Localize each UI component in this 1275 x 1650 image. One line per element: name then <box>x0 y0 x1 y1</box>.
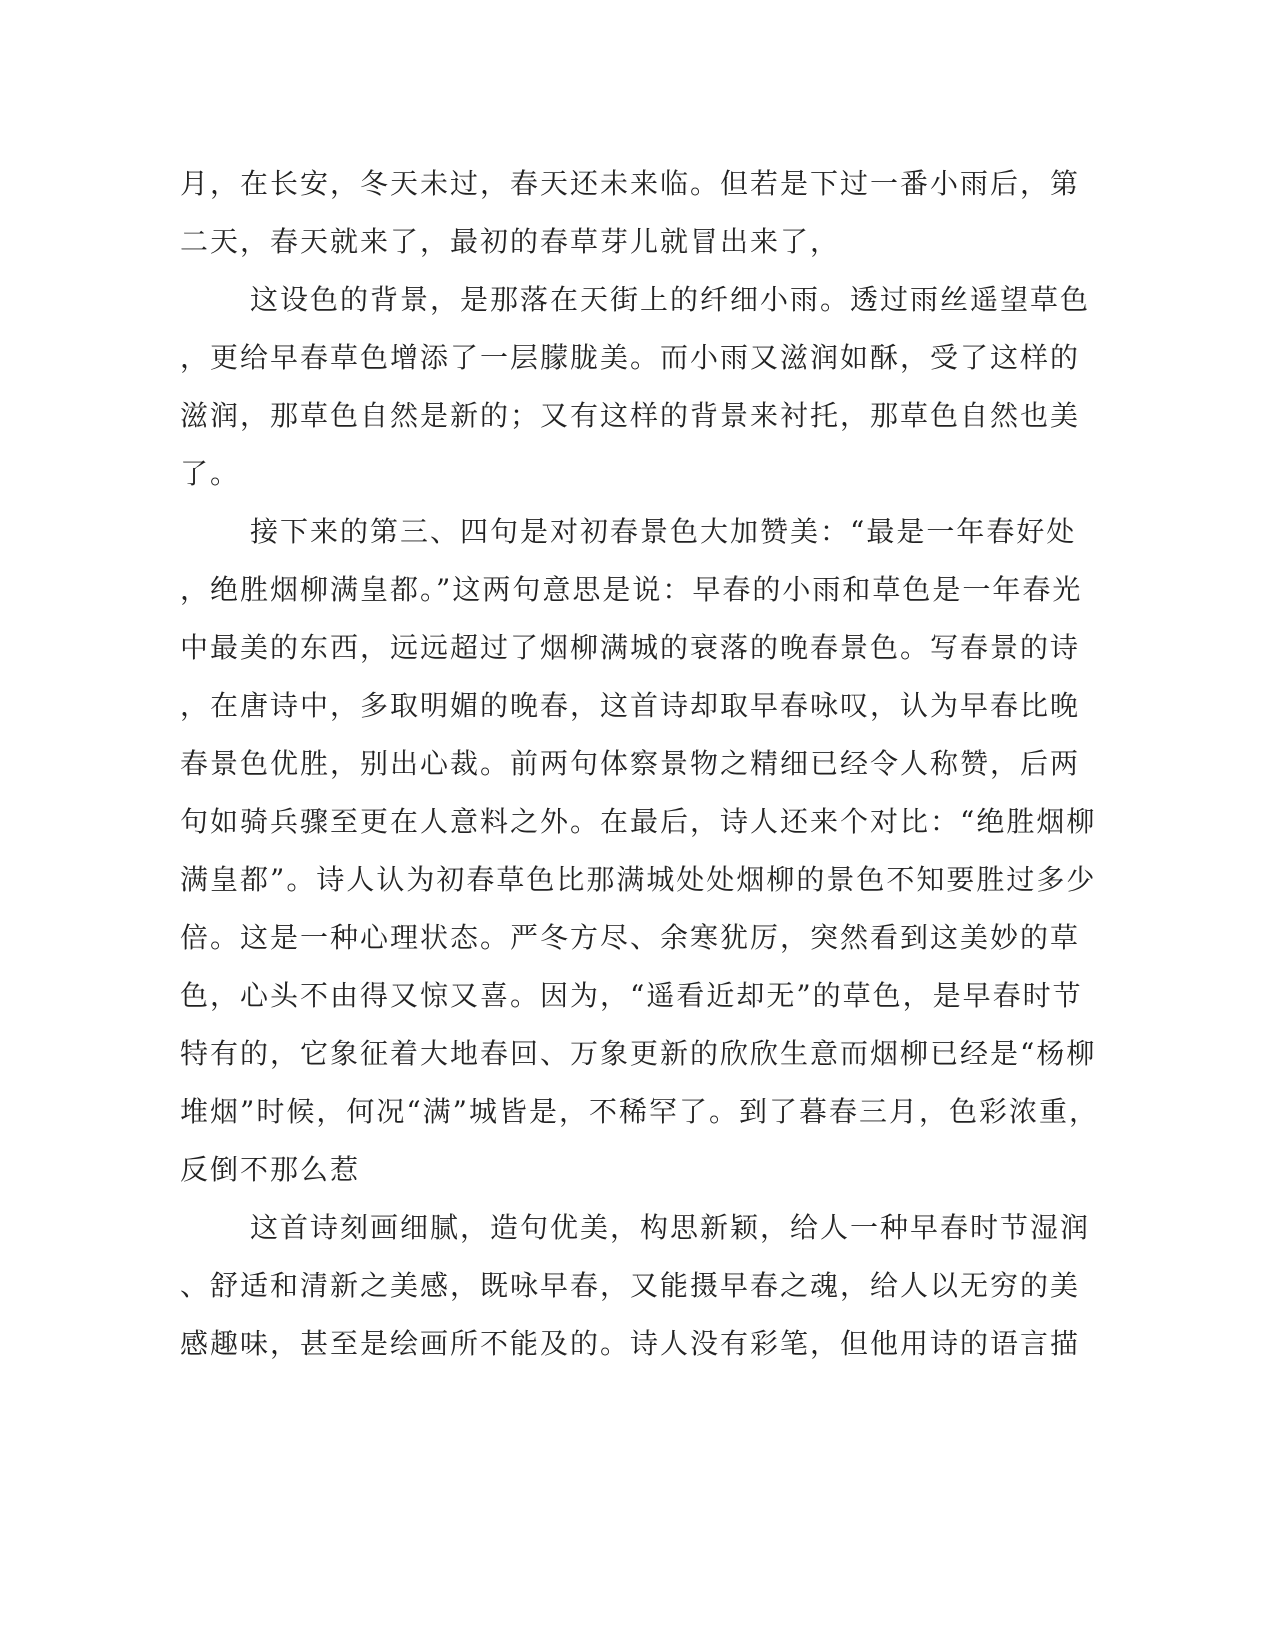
text-line: 滋润，那草色自然是新的；又有这样的背景来衬托，那草色自然也美 <box>180 399 1081 432</box>
text-line: ，更给早春草色增添了一层朦胧美。而小雨又滋润如酥，受了这样的 <box>180 341 1081 374</box>
text-line: ，在唐诗中，多取明媚的晚春，这首诗却取早春咏叹，认为早春比晚 <box>180 689 1081 722</box>
text-line: 满皇都”。诗人认为初春草色比那满城处处烟柳的景色不知要胜过多少 <box>180 863 1097 896</box>
paragraph-3 <box>180 503 1099 1199</box>
text-line: 句如骑兵骤至更在人意料之外。在最后，诗人还来个对比：“绝胜烟柳 <box>180 805 1097 838</box>
text-line: 这首诗刻画细腻，造句优美，构思新颖，给人一种早春时节湿润 <box>250 1211 1091 1244</box>
text-line: 接下来的第三、四句是对初春景色大加赞美：“最是一年春好处 <box>250 515 1077 548</box>
text-line: 了。 <box>180 457 241 490</box>
text-line: 反倒不那么惹 <box>180 1153 361 1186</box>
document-body <box>180 155 1099 1373</box>
text-line: 二天，春天就来了，最初的春草芽儿就冒出来了， <box>180 225 841 258</box>
text-line: 、舒适和清新之美感，既咏早春，又能摄早春之魂，给人以无穷的美 <box>180 1269 1081 1302</box>
text-line: 月，在长安，冬天未过，春天还未来临。但若是下过一番小雨后，第 <box>180 167 1081 200</box>
paragraph-2 <box>180 271 1091 503</box>
paragraph-1 <box>180 155 1081 271</box>
text-line: 感趣味，甚至是绘画所不能及的。诗人没有彩笔，但他用诗的语言描 <box>180 1327 1081 1360</box>
text-line: ，绝胜烟柳满皇都。”这两句意思是说：早春的小雨和草色是一年春光 <box>180 573 1083 606</box>
text-line: 色，心头不由得又惊又喜。因为，“遥看近却无”的草色，是早春时节 <box>180 979 1083 1012</box>
paragraph-4 <box>180 1199 1091 1373</box>
text-line: 特有的，它象征着大地春回、万象更新的欣欣生意而烟柳已经是“杨柳 <box>180 1037 1097 1070</box>
text-line: 堆烟”时候，何况“满”城皆是，不稀罕了。到了暮春三月，色彩浓重， <box>180 1095 1099 1128</box>
text-line: 倍。这是一种心理状态。严冬方尽、余寒犹厉，突然看到这美妙的草 <box>180 921 1081 954</box>
text-line: 中最美的东西，远远超过了烟柳满城的衰落的晚春景色。写春景的诗 <box>180 631 1081 664</box>
text-line: 这设色的背景，是那落在天街上的纤细小雨。透过雨丝遥望草色 <box>250 283 1091 316</box>
text-line: 春景色优胜，别出心裁。前两句体察景物之精细已经令人称赞，后两 <box>180 747 1081 780</box>
